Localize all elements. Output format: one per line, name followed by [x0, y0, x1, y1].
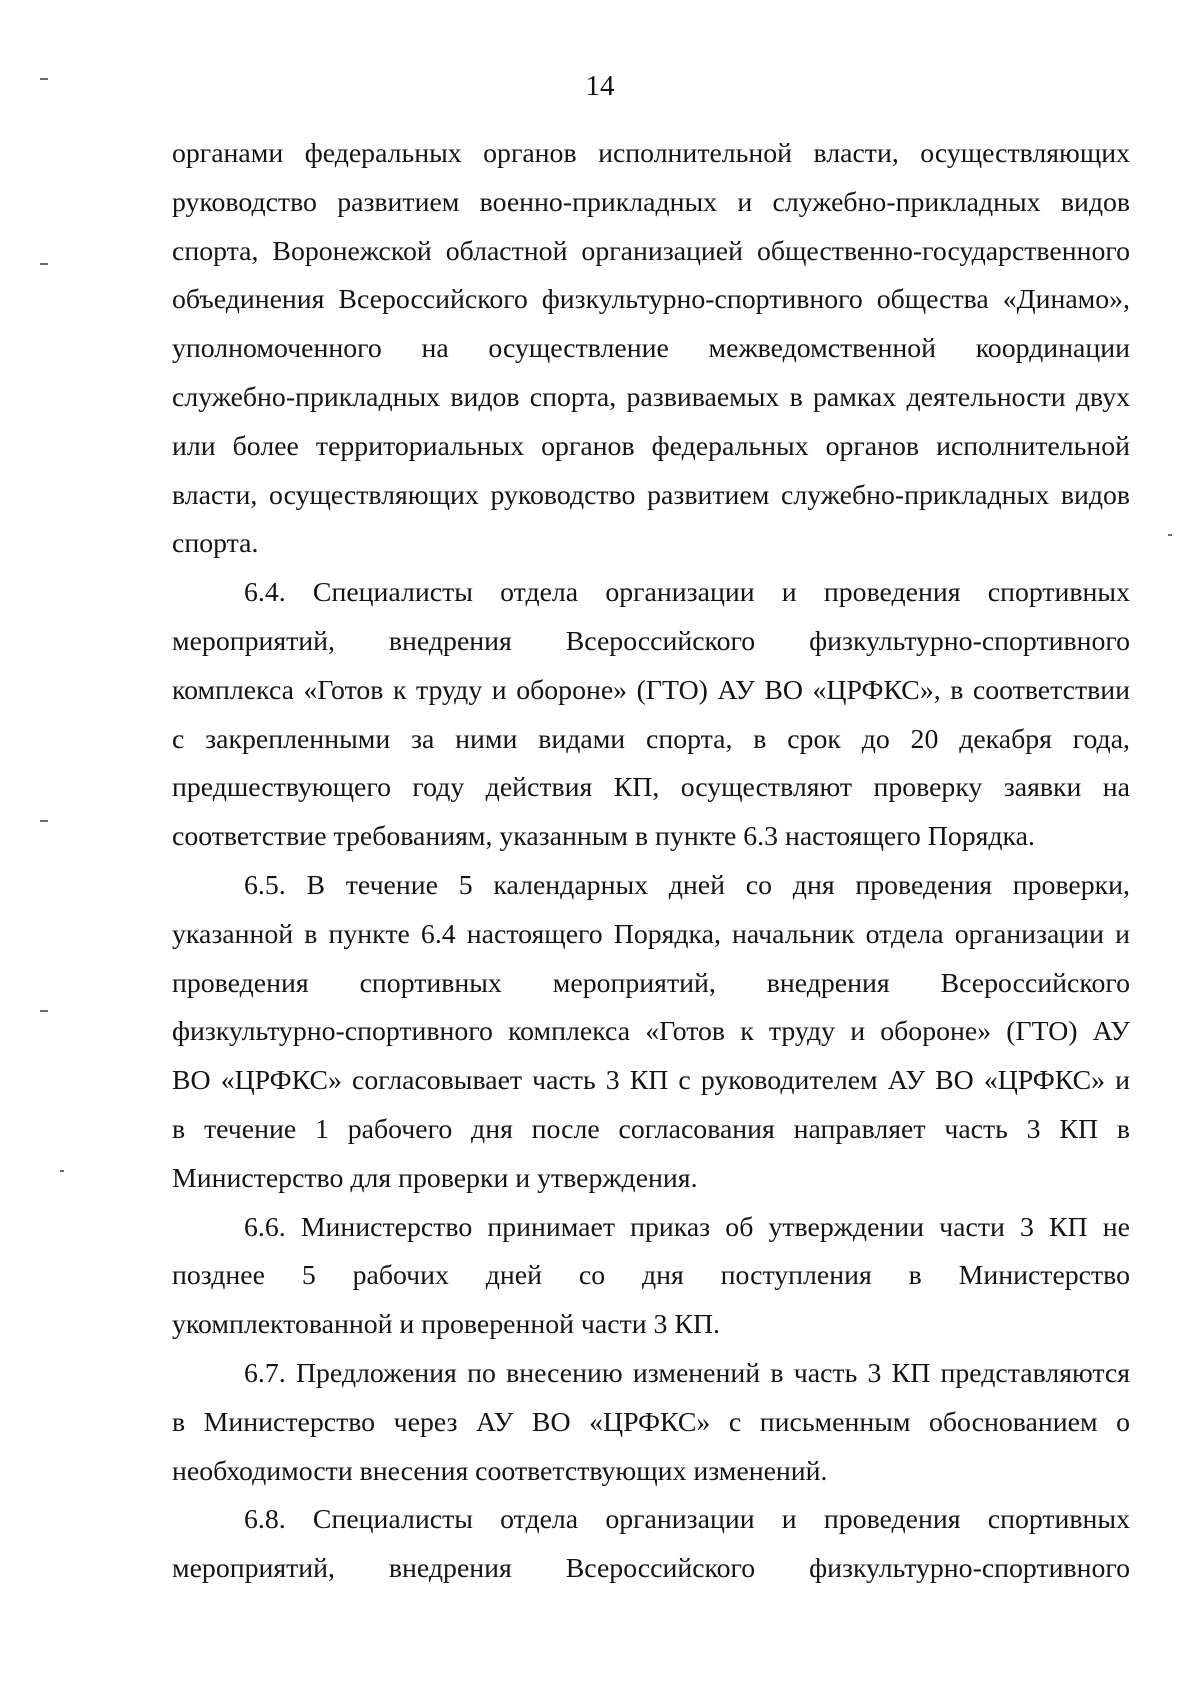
scan-speck: [1168, 534, 1172, 536]
text-line: спорта, Воронежской областной организацией общественно-государственного: [172, 235, 1130, 267]
paragraph-6-7: [172, 1350, 1130, 1496]
text-line: или более территориальных органов федеральных органов исполнительной: [172, 430, 1130, 462]
text-line: в течение 1 рабочего дня после согласования направляет часть 3 КП в: [172, 1113, 1130, 1145]
text-line: власти, осуществляющих руководство развитием служебно-прикладных видов: [172, 479, 1130, 511]
scan-speck: [40, 1010, 48, 1012]
text-line: 6.4. Специалисты отдела организации и проведения спортивных: [244, 577, 1130, 609]
scan-speck: [40, 263, 48, 265]
text-line: уполномоченного на осуществление межведомственной координации: [172, 333, 1130, 365]
text-line: 6.5. В течение 5 календарных дней со дня проведения проверки,: [244, 869, 1130, 901]
text-line: соответствие требованиям, указанным в пункте 6.3 настоящего Порядка.: [172, 821, 1035, 853]
text-line: предшествующего году действия КП, осуществляют проверку заявки на: [172, 772, 1130, 804]
text-line: мероприятий, внедрения Всероссийского физкультурно-спортивного: [172, 625, 1130, 657]
text-line: физкультурно-спортивного комплекса «Готов к труду и обороне» (ГТО) АУ: [172, 1016, 1130, 1048]
text-line: объединения Всероссийского физкультурно-спортивного общества «Динамо»,: [172, 284, 1130, 316]
scan-speck: [40, 820, 48, 822]
text-line: комплекса «Готов к труду и обороне» (ГТО) АУ ВО «ЦРФКС», в соответствии: [172, 674, 1130, 706]
text-line: 6.7. Предложения по внесению изменений в часть 3 КП представляются: [244, 1357, 1130, 1389]
text-line: руководство развитием военно-прикладных и служебно-прикладных видов: [172, 186, 1130, 218]
text-line: мероприятий, внедрения Всероссийского физкультурно-спортивного: [172, 1553, 1130, 1585]
text-line: органами федеральных органов исполнительной власти, осуществляющих: [172, 138, 1130, 169]
text-line: проведения спортивных мероприятий, внедрения Всероссийского: [172, 967, 1130, 999]
paragraph-6-5: [172, 862, 1130, 1204]
text-line: укомплектованной и проверенной части 3 КП.: [172, 1309, 720, 1341]
text-line: спорта.: [172, 528, 259, 560]
text-line: с закрепленными за ними видами спорта, в срок до 20 декабря года,: [172, 723, 1130, 755]
page-number: 14: [585, 70, 615, 102]
text-line: необходимости внесения соответствующих изменений.: [172, 1455, 828, 1487]
paragraph-6-4: [172, 569, 1130, 862]
text-line: позднее 5 рабочих дней со дня поступления в Министерство: [172, 1260, 1130, 1292]
scan-speck: [40, 78, 48, 80]
text-line: 6.8. Специалисты отдела организации и проведения спортивных: [244, 1504, 1130, 1536]
text-line: указанной в пункте 6.4 настоящего Порядка, начальник отдела организации и: [172, 918, 1130, 950]
text-line: 6.6. Министерство принимает приказ об утверждении части 3 КП не: [244, 1211, 1130, 1243]
paragraph-6-6: [172, 1204, 1130, 1350]
paragraph-6-8: [172, 1496, 1130, 1594]
paragraph-continuation: [172, 130, 1130, 569]
document-body: [172, 130, 1130, 1594]
text-line: служебно-прикладных видов спорта, развиваемых в рамках деятельности двух: [172, 381, 1130, 413]
scan-speck: [60, 1170, 64, 1172]
text-line: Министерство для проверки и утверждения.: [172, 1162, 698, 1194]
text-line: в Министерство через АУ ВО «ЦРФКС» с письменным обоснованием о: [172, 1406, 1130, 1438]
text-line: ВО «ЦРФКС» согласовывает часть 3 КП с руководителем АУ ВО «ЦРФКС» и: [172, 1065, 1130, 1097]
